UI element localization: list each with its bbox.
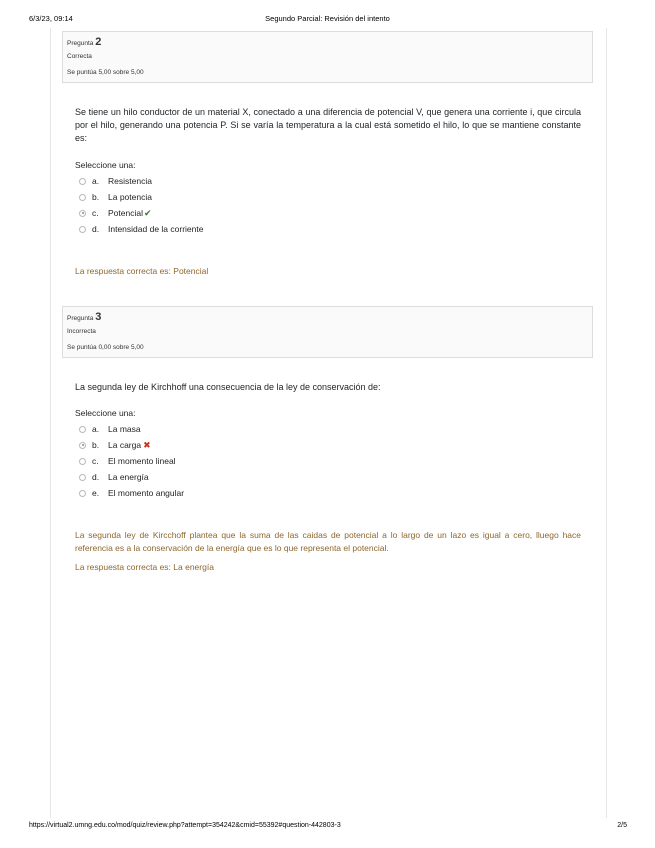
question-number-value: 3	[95, 311, 102, 323]
answer-option-d[interactable]	[79, 222, 203, 236]
question-info-box	[62, 306, 593, 358]
question-label: Pregunta	[67, 40, 94, 47]
radio-button[interactable]	[79, 474, 86, 481]
question-text: La segunda ley de Kirchhoff una consecuencia de la ley de conservación de:	[75, 382, 381, 392]
question-number-value: 2	[95, 36, 102, 48]
option-text: La energía	[108, 472, 149, 482]
check-icon: ✔	[143, 207, 152, 218]
option-text: La carga	[108, 440, 142, 450]
radio-button[interactable]	[79, 178, 86, 185]
question-grade: Se puntúa 0,00 sobre 5,00	[67, 344, 144, 351]
print-title: Segundo Parcial: Revisión del intento	[265, 14, 390, 23]
radio-button-selected[interactable]	[79, 442, 86, 449]
option-text: La masa	[108, 424, 141, 434]
question-number	[67, 36, 101, 48]
answer-option-e[interactable]	[79, 486, 184, 500]
option-letter: e.	[92, 488, 100, 498]
option-text: El momento lineal	[108, 456, 176, 466]
question-number	[67, 311, 101, 323]
option-letter: c.	[92, 456, 99, 466]
answer-option-c[interactable]	[79, 454, 176, 468]
radio-button[interactable]	[79, 426, 86, 433]
answer-option-b[interactable]	[79, 438, 151, 452]
cross-icon: ✖	[143, 439, 151, 450]
option-letter: d.	[92, 472, 100, 482]
option-letter: b.	[92, 440, 100, 450]
question-grade: Se puntúa 5,00 sobre 5,00	[67, 69, 144, 76]
option-letter: a.	[92, 424, 100, 434]
page-number: 2/5	[617, 822, 627, 829]
option-text: El momento angular	[108, 488, 185, 498]
question-text: Se tiene un hilo conductor de un material X, conectado a una diferencia de potencial V, que genera una corriente i, que circula por el hilo, generando una potencia P. Si se varía la temperatura a la cual está sometido el hilo, lo que se mantiene constante es:	[75, 107, 581, 143]
print-footer	[0, 822, 655, 834]
print-header	[0, 14, 655, 26]
option-letter: b.	[92, 192, 100, 202]
select-prompt: Seleccione una:	[75, 160, 136, 170]
question-label: Pregunta	[67, 315, 94, 322]
answer-option-a[interactable]	[79, 422, 141, 436]
option-text: Resistencia	[108, 176, 152, 186]
option-letter: a.	[92, 176, 100, 186]
answer-option-d[interactable]	[79, 470, 149, 484]
radio-button[interactable]	[79, 226, 86, 233]
radio-button[interactable]	[79, 458, 86, 465]
answer-option-b[interactable]	[79, 190, 152, 204]
general-feedback: La segunda ley de Kircchoff plantea que la suma de las caidas de potencial a lo largo de un lazo es igual a cero, lluego hace referencia es a la conservación de la energía que es lo que representa el potencial.	[75, 530, 581, 553]
question-state: Correcta	[67, 53, 92, 60]
option-text: La potencia	[108, 192, 152, 202]
right-answer: La respuesta correcta es: La energía	[75, 562, 214, 572]
answer-option-a[interactable]	[79, 174, 152, 188]
option-text: Potencial	[108, 208, 143, 218]
option-text: Intensidad de la corriente	[108, 224, 204, 234]
answer-option-c[interactable]	[79, 206, 152, 220]
radio-button-selected[interactable]	[79, 210, 86, 217]
select-prompt: Seleccione una:	[75, 408, 136, 418]
print-url: https://virtual2.umng.edu.co/mod/quiz/review.php?attempt=354242&cmid=55392#question-442803-3	[29, 822, 341, 829]
print-date: 6/3/23, 09:14	[29, 14, 73, 23]
question-state: Incorrecta	[67, 328, 96, 335]
option-letter: d.	[92, 224, 100, 234]
radio-button[interactable]	[79, 490, 86, 497]
right-answer: La respuesta correcta es: Potencial	[75, 266, 209, 276]
radio-button[interactable]	[79, 194, 86, 201]
question-info-box	[62, 31, 593, 83]
option-letter: c.	[92, 208, 99, 218]
